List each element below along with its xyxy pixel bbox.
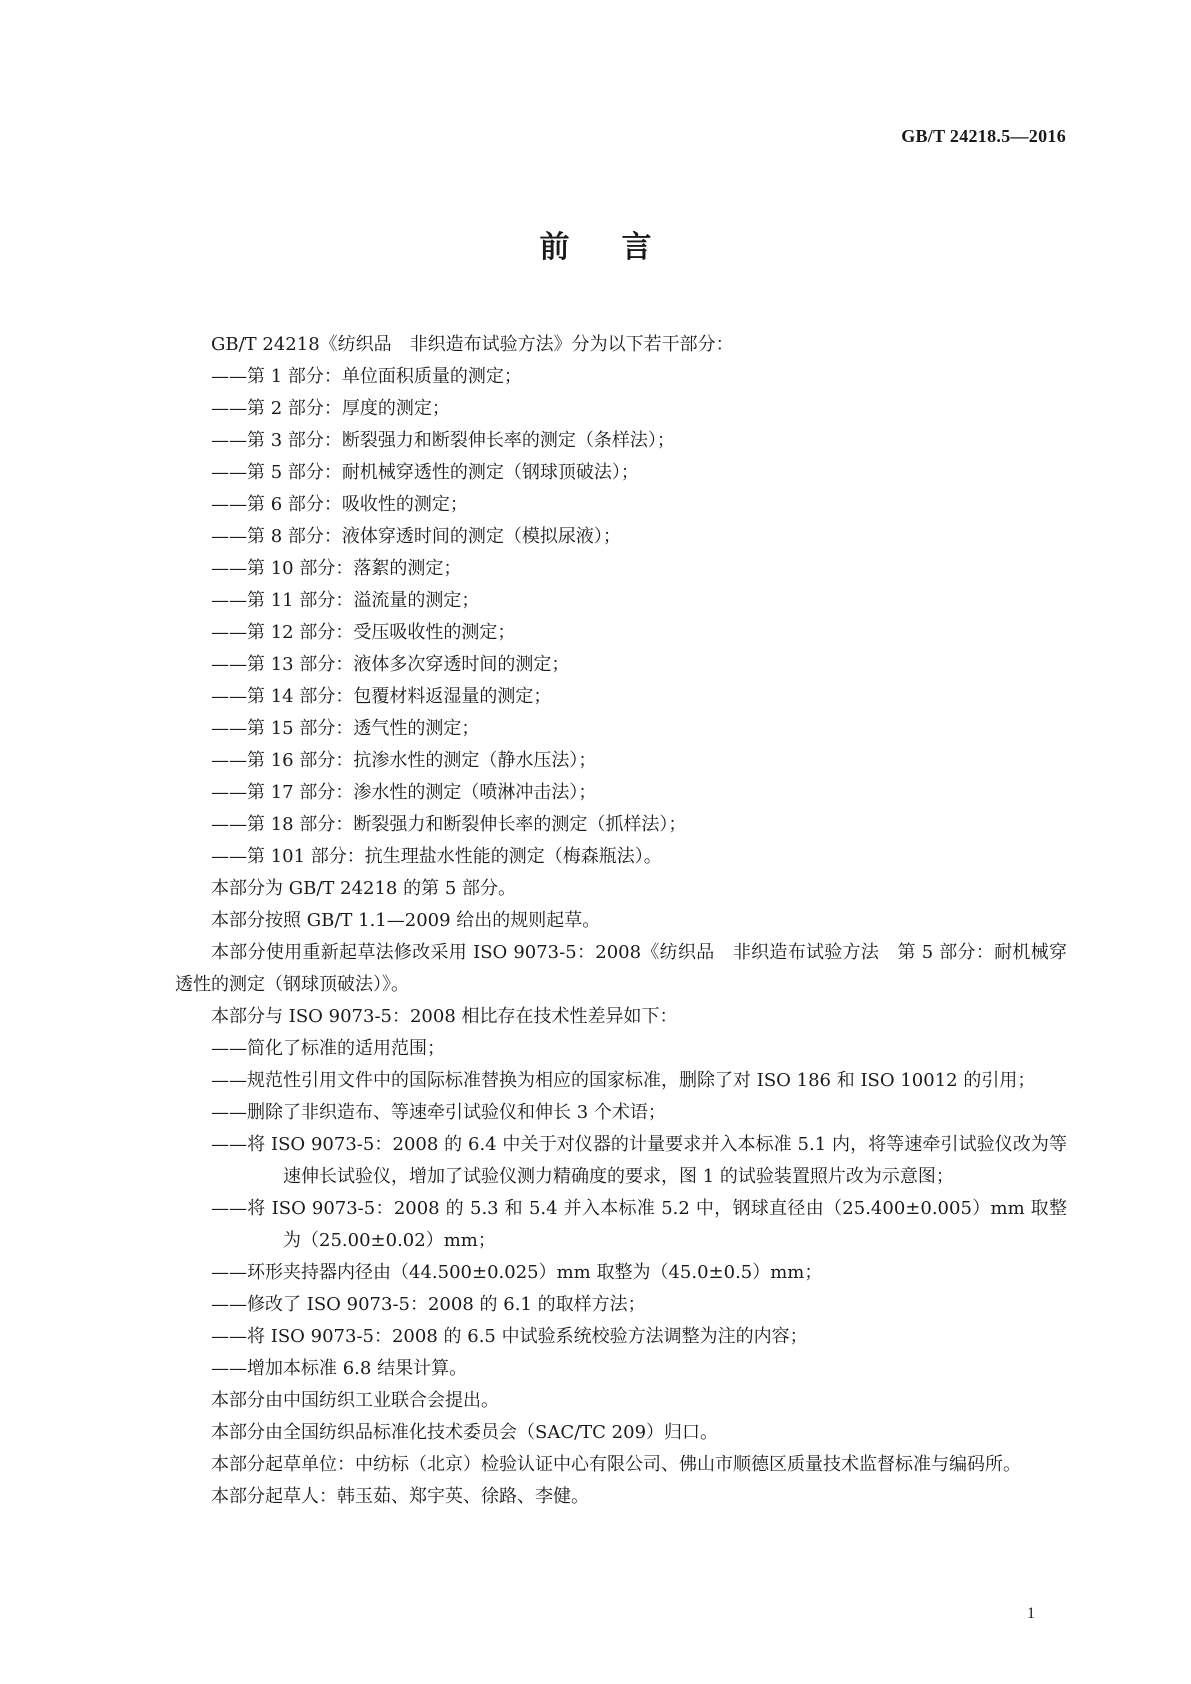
list-item: ——第 10 部分：落絮的测定； (211, 558, 462, 579)
list-item: ——第 18 部分：断裂强力和断裂伸长率的测定（抓样法）； (211, 814, 687, 835)
foreword-body (175, 329, 1067, 1513)
paragraph: 本部分起草人：韩玉茹、郑宇英、徐路、李健。 (211, 1486, 589, 1507)
list-item: ——删除了非织造布、等速牵引试验仪和伸长 3 个术语； (211, 1102, 666, 1123)
list-item: ——将 ISO 9073-5：2008 的 6.4 中关于对仪器的计量要求并入本标准 5.1 内，将等速牵引试验仪改为等速伸长试验仪，增加了试验仪测力精确度的要求，图 1 的试验装置照片改为示意图； (211, 1134, 1067, 1187)
list-item: ——第 13 部分：液体多次穿透时间的测定； (211, 654, 570, 675)
list-item: ——第 101 部分：抗生理盐水性能的测定（梅森瓶法）。 (211, 846, 662, 867)
list-item: ——简化了标准的适用范围； (211, 1038, 445, 1059)
paragraph: 本部分使用重新起草法修改采用 ISO 9073-5：2008《纺织品 非织造布试验方法 第 5 部分：耐机械穿透性的测定（钢球顶破法）》。 (175, 942, 1067, 995)
standard-code: GB/T 24218.5—2016 (901, 126, 1066, 146)
paragraph: 本部分由中国纺织工业联合会提出。 (211, 1390, 499, 1411)
list-item: ——第 16 部分：抗渗水性的测定（静水压法）； (211, 750, 597, 771)
list-item: ——将 ISO 9073-5：2008 的 5.3 和 5.4 并入本标准 5.2 中，钢球直径由（25.400±0.005）mm 取整为（25.00±0.02）mm； (211, 1198, 1067, 1251)
paragraph: 本部分为 GB/T 24218 的第 5 部分。 (211, 878, 516, 899)
page-number: 1 (1027, 1605, 1035, 1622)
paragraph: 本部分起草单位：中纺标（北京）检验认证中心有限公司、佛山市顺德区质量技术监督标准与编码所。 (211, 1454, 1021, 1475)
page-title: 前言 (539, 230, 704, 265)
list-item: ——规范性引用文件中的国际标准替换为相应的国家标准，删除了对 ISO 186 和 ISO 10012 的引用； (211, 1070, 1036, 1091)
list-item: ——第 5 部分：耐机械穿透性的测定（钢球顶破法）； (211, 462, 639, 483)
list-item: ——第 14 部分：包覆材料返湿量的测定； (211, 686, 552, 707)
list-item: ——增加本标准 6.8 结果计算。 (211, 1358, 468, 1379)
list-item: ——第 3 部分：断裂强力和断裂伸长率的测定（条样法）； (211, 430, 675, 451)
list-item: ——第 6 部分：吸收性的测定； (211, 494, 468, 515)
list-item: ——第 15 部分：透气性的测定； (211, 718, 480, 739)
paragraph: 本部分与 ISO 9073-5：2008 相比存在技术性差异如下： (211, 1006, 678, 1027)
paragraph: 本部分由全国纺织品标准化技术委员会（SAC/TC 209）归口。 (211, 1422, 719, 1443)
list-item: ——环形夹持器内径由（44.500±0.025）mm 取整为（45.0±0.5）mm； (211, 1262, 823, 1283)
paragraph: GB/T 24218《纺织品 非织造布试验方法》分为以下若干部分： (211, 334, 734, 355)
list-item: ——第 11 部分：溢流量的测定； (211, 590, 480, 611)
list-item: ——第 17 部分：渗水性的测定（喷淋冲击法）； (211, 782, 597, 803)
list-item: ——将 ISO 9073-5：2008 的 6.5 中试验系统校验方法调整为注的内容； (211, 1326, 808, 1347)
list-item: ——第 12 部分：受压吸收性的测定； (211, 622, 516, 643)
paragraph: 本部分按照 GB/T 1.1—2009 给出的规则起草。 (211, 910, 601, 931)
list-item: ——修改了 ISO 9073-5：2008 的 6.1 的取样方法； (211, 1294, 646, 1315)
list-item: ——第 1 部分：单位面积质量的测定； (211, 366, 522, 387)
list-item: ——第 8 部分：液体穿透时间的测定（模拟尿液）； (211, 526, 621, 547)
list-item: ——第 2 部分：厚度的测定； (211, 398, 450, 419)
